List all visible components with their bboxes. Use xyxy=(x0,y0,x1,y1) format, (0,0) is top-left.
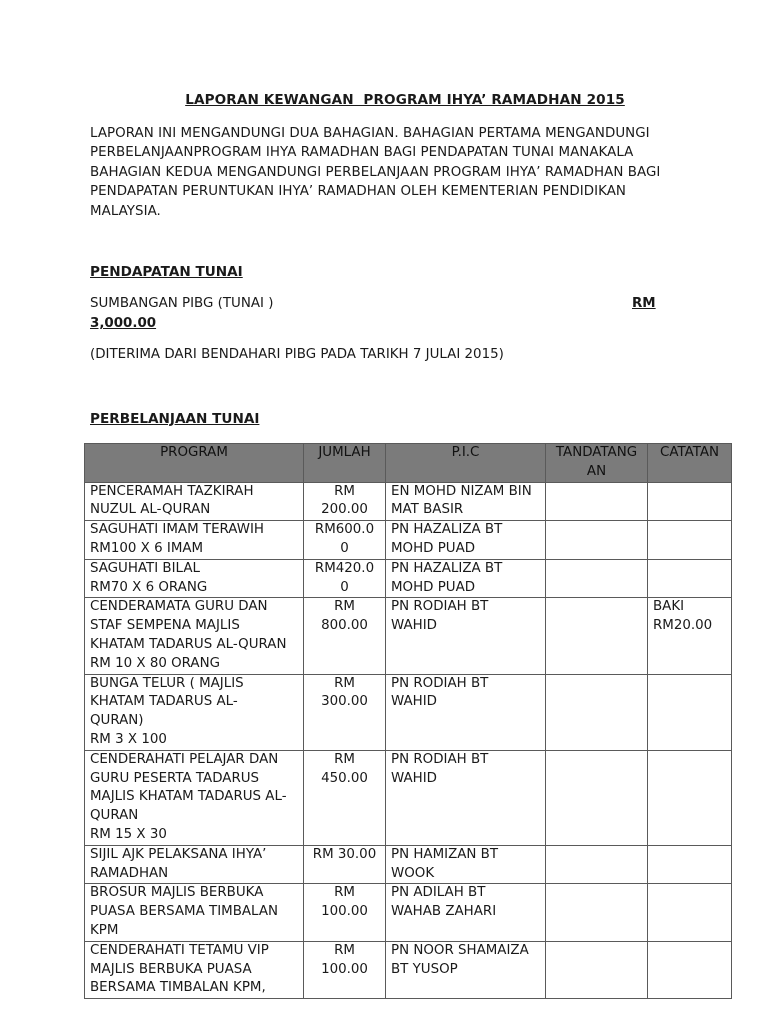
header-pic: P.I.C xyxy=(386,444,546,483)
expenses-heading: PERBELANJAAN TUNAI xyxy=(90,411,260,427)
header-tandatangan: TANDATANG AN xyxy=(546,444,648,483)
cell-program: SAGUHATI IMAM TERAWIH RM100 X 6 IMAM xyxy=(85,521,304,560)
cell-tandatangan xyxy=(546,674,648,750)
table-row xyxy=(85,674,732,750)
header-catatan: CATATAN xyxy=(648,444,732,483)
cell-pic: PN HAZALIZA BT MOHD PUAD xyxy=(386,559,546,598)
table-header-row xyxy=(85,444,732,483)
cell-pic: PN RODIAH BT WAHID xyxy=(386,674,546,750)
cell-program: BROSUR MAJLIS BERBUKA PUASA BERSAMA TIMBALAN KPM xyxy=(85,884,304,941)
cell-jumlah: RM 200.00 xyxy=(304,482,386,521)
table-row xyxy=(85,559,732,598)
intro-line: BAHAGIAN KEDUA MENGANDUNGI PERBELANJAAN PROGRAM IHYA’ RAMADHAN BAGI xyxy=(90,164,661,180)
cell-catatan xyxy=(648,482,732,521)
header-program: PROGRAM xyxy=(85,444,304,483)
cell-pic: PN RODIAH BT WAHID xyxy=(386,598,546,674)
cell-tandatangan xyxy=(546,598,648,674)
report-title: LAPORAN KEWANGAN PROGRAM IHYA’ RAMADHAN 2015 xyxy=(185,92,625,108)
cell-program: BUNGA TELUR ( MAJLIS KHATAM TADARUS AL- QURAN) RM 3 X 100 xyxy=(85,674,304,750)
cell-tandatangan xyxy=(546,750,648,845)
intro-paragraph xyxy=(90,124,690,221)
cell-pic: PN HAZALIZA BT MOHD PUAD xyxy=(386,521,546,560)
expenses-table xyxy=(84,443,732,999)
cell-program: SAGUHATI BILAL RM70 X 6 ORANG xyxy=(85,559,304,598)
table-row xyxy=(85,521,732,560)
income-amount: 3,000.00 xyxy=(90,316,157,331)
intro-line: MALAYSIA. xyxy=(90,203,161,219)
cell-pic: PN ADILAH BT WAHAB ZAHARI xyxy=(386,884,546,941)
cell-jumlah: RM 100.00 xyxy=(304,884,386,941)
cell-tandatangan xyxy=(546,941,648,998)
table-row xyxy=(85,845,732,884)
cell-tandatangan xyxy=(546,884,648,941)
table-row xyxy=(85,941,732,998)
cell-jumlah: RM 300.00 xyxy=(304,674,386,750)
cell-jumlah: RM600.0 0 xyxy=(304,521,386,560)
table-row xyxy=(85,884,732,941)
income-note: (DITERIMA DARI BENDAHARI PIBG PADA TARIKH 7 JULAI 2015) xyxy=(90,347,504,362)
cell-program: CENDERAHATI PELAJAR DAN GURU PESERTA TADARUS MAJLIS KHATAM TADARUS AL- QURAN RM 15 X 30 xyxy=(85,750,304,845)
cell-catatan xyxy=(648,521,732,560)
cell-program: CENDERAHATI TETAMU VIP MAJLIS BERBUKA PUASA BERSAMA TIMBALAN KPM, xyxy=(85,941,304,998)
cell-jumlah: RM 450.00 xyxy=(304,750,386,845)
intro-line: PENDAPATAN PERUNTUKAN IHYA’ RAMADHAN OLEH KEMENTERIAN PENDIDIKAN xyxy=(90,184,626,200)
cell-tandatangan xyxy=(546,559,648,598)
cell-pic: EN MOHD NIZAM BIN MAT BASIR xyxy=(386,482,546,521)
cell-program: SIJIL AJK PELAKSANA IHYA’ RAMADHAN xyxy=(85,845,304,884)
cell-jumlah: RM 800.00 xyxy=(304,598,386,674)
table-row xyxy=(85,482,732,521)
cell-pic: PN HAMIZAN BT WOOK xyxy=(386,845,546,884)
cell-program: PENCERAMAH TAZKIRAH NUZUL AL-QURAN xyxy=(85,482,304,521)
intro-line: PERBELANJAANPROGRAM IHYA RAMADHAN BAGI PENDAPATAN TUNAI MANAKALA xyxy=(90,145,634,161)
cell-pic: PN NOOR SHAMAIZA BT YUSOP xyxy=(386,941,546,998)
cell-jumlah: RM420.0 0 xyxy=(304,559,386,598)
cell-jumlah: RM 30.00 xyxy=(304,845,386,884)
cell-jumlah: RM 100.00 xyxy=(304,941,386,998)
income-currency: RM xyxy=(632,296,656,311)
income-item-label: SUMBANGAN PIBG (TUNAI ) xyxy=(90,296,274,311)
cell-tandatangan xyxy=(546,482,648,521)
cell-catatan xyxy=(648,845,732,884)
cell-catatan xyxy=(648,750,732,845)
table-row xyxy=(85,598,732,674)
cell-pic: PN RODIAH BT WAHID xyxy=(386,750,546,845)
header-jumlah: JUMLAH xyxy=(304,444,386,483)
table-row xyxy=(85,750,732,845)
cell-catatan xyxy=(648,559,732,598)
cell-program: CENDERAMATA GURU DAN STAF SEMPENA MAJLIS KHATAM TADARUS AL-QURAN RM 10 X 80 ORANG xyxy=(85,598,304,674)
cell-tandatangan xyxy=(546,521,648,560)
intro-line: LAPORAN INI MENGANDUNGI DUA BAHAGIAN. BAHAGIAN PERTAMA MENGANDUNGI xyxy=(90,126,650,141)
cell-catatan xyxy=(648,884,732,941)
cell-tandatangan xyxy=(546,845,648,884)
income-heading: PENDAPATAN TUNAI xyxy=(90,264,243,280)
cell-catatan xyxy=(648,941,732,998)
cell-catatan xyxy=(648,674,732,750)
cell-catatan: BAKI RM20.00 xyxy=(648,598,732,674)
